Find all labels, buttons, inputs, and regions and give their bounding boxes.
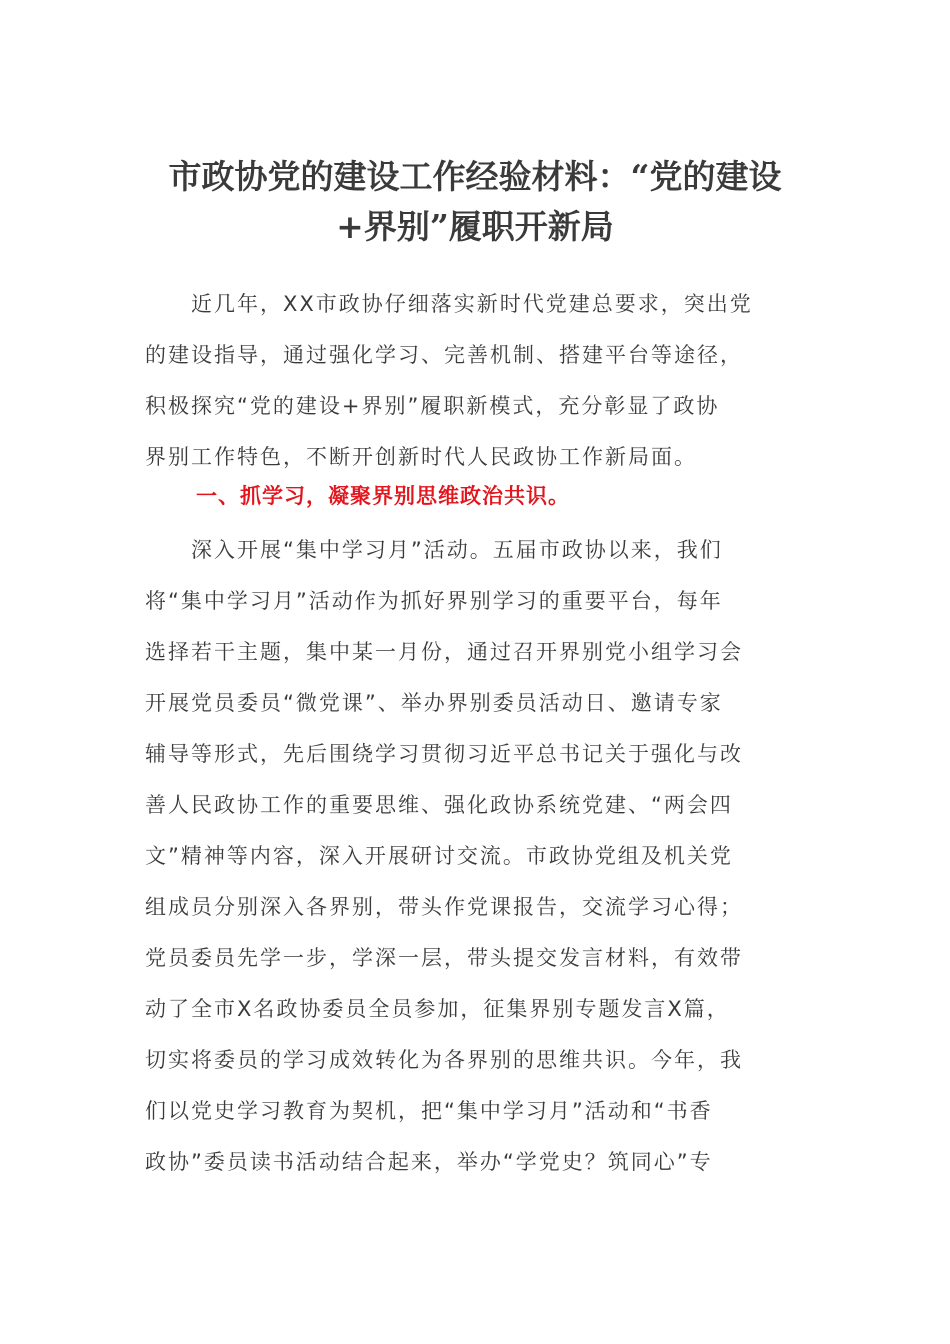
paragraph-line: 们以党史学习教育为契机，把“集中学习月”活动和“书香 xyxy=(145,1099,713,1123)
document-title-line-1: 市政协党的建设工作经验材料：“党的建设 xyxy=(168,157,782,196)
paragraph-line: 切实将委员的学习成效转化为各界别的思维共识。今年，我 xyxy=(145,1048,743,1072)
paragraph-line: 政协”委员读书活动结合起来，举办“学党史？筑同心”专 xyxy=(145,1150,713,1174)
section-heading: 一、抓学习，凝聚界别思维政治共识。 xyxy=(196,484,570,508)
paragraph-line: 善人民政协工作的重要思维、强化政协系统党建、“两会四 xyxy=(145,793,733,817)
paragraph-line: 界别工作特色，不断开创新时代人民政协工作新局面。 xyxy=(145,445,697,469)
paragraph-line: 开展党员委员“微党课”、举办界别委员活动日、邀请专家 xyxy=(145,691,723,715)
document-title-line-2: +界别”履职开新局 xyxy=(336,207,614,246)
paragraph-line: 选择若干主题，集中某一月份，通过召开界别党小组学习会 xyxy=(145,640,743,664)
paragraph-line: 深入开展“集中学习月”活动。五届市政协以来，我们 xyxy=(145,538,723,562)
paragraph-line: 辅导等形式，先后围绕学习贯彻习近平总书记关于强化与改 xyxy=(145,742,743,766)
paragraph-intro xyxy=(145,279,807,483)
paragraph-line: 积极探究“党的建设+界别”履职新模式，充分彰显了政协 xyxy=(145,394,720,418)
paragraph-line: 的建设指导，通过强化学习、完善机制、搭建平台等途径， xyxy=(145,343,743,367)
paragraph-study-month xyxy=(145,525,807,1188)
paragraph-line: 组成员分别深入各界别，带头作党课报告，交流学习心得； xyxy=(145,895,743,919)
paragraph-line: 文”精神等内容，深入开展研讨交流。市政协党组及机关党 xyxy=(145,844,733,868)
paragraph-line: 将“集中学习月”活动作为抓好界别学习的重要平台，每年 xyxy=(145,589,723,613)
paragraph-line: 近几年，XX市政协仔细落实新时代党建总要求，突出党 xyxy=(145,292,753,316)
paragraph-line: 动了全市X名政协委员全员参加，征集界别专题发言X篇， xyxy=(145,997,730,1021)
paragraph-line: 党员委员先学一步，学深一层，带头提交发言材料，有效带 xyxy=(145,946,743,970)
